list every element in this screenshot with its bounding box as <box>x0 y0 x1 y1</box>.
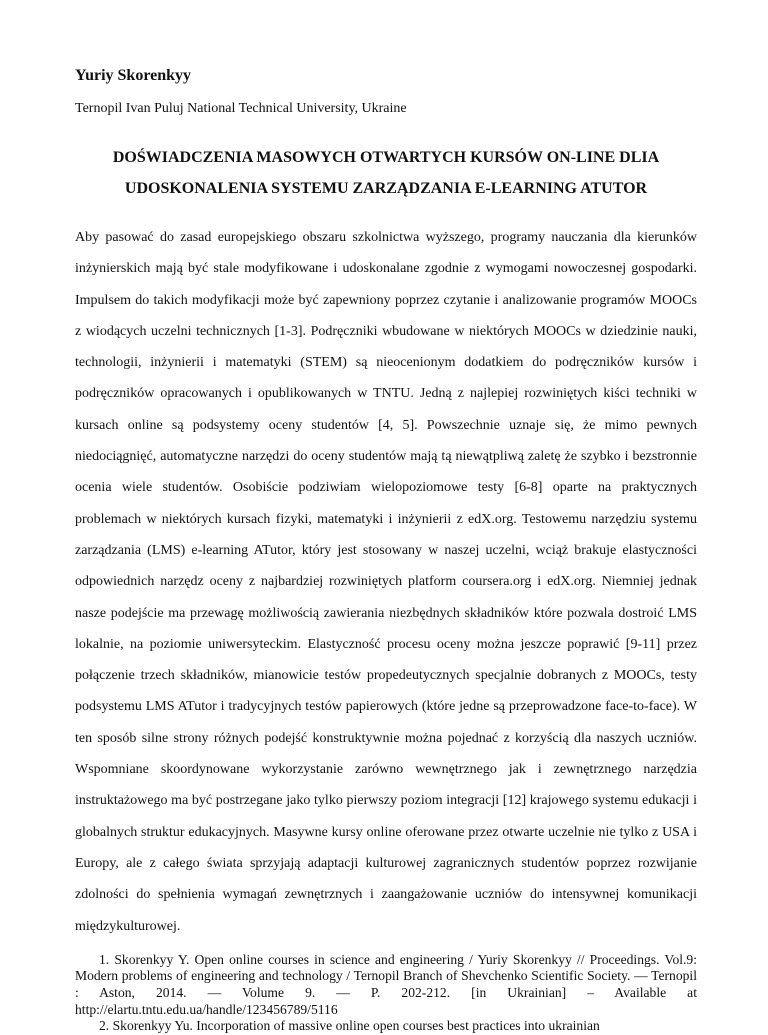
author-affiliation: Ternopil Ivan Puluj National Technical University, Ukraine <box>75 101 407 116</box>
reference-item: 1. Skorenkyy Y. Open online courses in science and engineering / Yuriy Skorenkyy // Proceedings. Vol.9: Modern problems of engineering and technology / Ternopil Branch of Shevchenko Scientific Society. — Ternopil : Aston, 2014. — Volume 9. — P. 202-212. [in Ukrainian] – Available at http://elartu.tntu.edu.ua/handle/123456789/5116 <box>75 951 697 1017</box>
reference-item: 2. Skorenkyy Yu. Incorporation of massive online open courses best practices into ukrainian <box>99 1018 600 1034</box>
paper-title: DOŚWIADCZENIA MASOWYCH OTWARTYCH KURSÓW ON-LINE DLIA UDOSKONALENIA SYSTEMU ZARZĄDZANIA E-LEARNING ATUTOR <box>112 149 660 197</box>
document-page <box>75 60 697 1035</box>
body-paragraph: Aby pasować do zasad europejskiego obszaru szkolnictwa wyższego, programy nauczania dla kierunków inżynierskich mają być stale modyfikowane i udoskonalane zgodnie z wymogami nowoczesnej gospodarki. Impulsem do takich modyfikacji może być zapewniony poprzez czytanie i analizowanie programów MOOCs z wiodących uczelni technicznych [1-3]. Podręczniki wbudowane w niektórych MOOCs w dziedzinie nauki, technologii, inżynierii i matematyki (STEM) są nieocenionym dodatkiem do podręczników kursów i podręczników opracowanych i opublikowanych w TNTU. Jedną z najlepiej rozwiniętych kiści techniki w kursach online są podsystemy oceny studentów [4, 5]. Powszechnie uznaje się, że mimo pewnych niedociągnięć, automatyczne narzędzi do oceny studentów mają tą niewątpliwą zaletę że szybko i bezstronnie ocenia wiele studentów. Osobiście podziwiam wielopoziomowe testy [6-8] oparte na praktycznych problemach w niektórych kursach fizyki, matematyki i inżynierii z edX.org. Testowemu narzędziu systemu zarządzania (LMS) e-learning ATutor, który jest stosowany w naszej uczelni, wciąż brakuje elastyczności odpowiednich narzędz oceny z najbardziej rozwiniętych platform coursera.org i edX.org. Niemniej jednak nasze podejście ma przewagę możliwością zawierania niezbędnych składników które pozwala dostroić LMS lokalnie, na poziomie uniwersyteckim. Elastyczność procesu oceny można jeszcze poprawić [9-11] przez połączenie trzech składników, mianowicie testów propedeutycznych specjalnie dobranych z MOOCs, testy podsystemu LMS ATutor i tradycyjnych testów papierowych (które jedne są przeprowadzone face-to-face). W ten sposób silne strony różnych podejść konstruktywnie można pojednać z korzyścią dla naszych uczniów. Wspomniane skoordynowane wykorzystanie zarówno wewnętrznego jak i zewnętrznego narzędzia instruktażowego ma być postrzegane jako tylko pierwszy poziom integracji [12] krajowego systemu edukacji i globalnych struktur edukacyjnych. Masywne kursy online oferowane przez otwarte uczelnie nie tylko z USA i Europy, ale z całego świata sprzyjają adaptacji kulturowej zagranicznych studentów poprzez rozwijanie zdolności do spełnienia wymagań zewnętrznych i zaangażowanie uczniów do intensywnej komunikacji międzykulturowej. <box>75 230 697 934</box>
reference-list <box>75 952 697 1035</box>
author-name: Yuriy Skorenkyy <box>75 67 192 84</box>
